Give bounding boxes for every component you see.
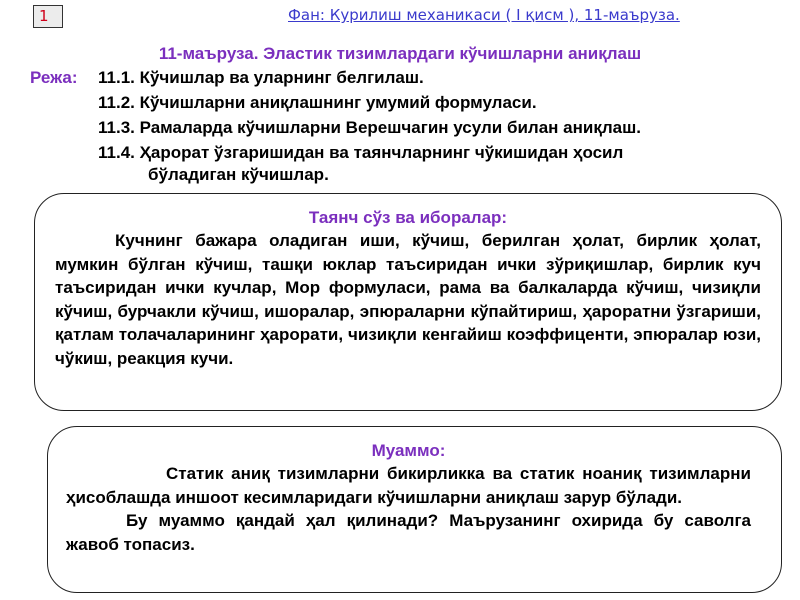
lecture-title: 11-маъруза. Эластик тизимлардаги кўчишларни аниқлаш [158,44,642,63]
keywords-text: Кучнинг бажара оладиган иши, кўчиш, берилган ҳолат, бирлик ҳолат, мумкин бўлган кўчиш, ташқи юклар таъсиридан ички зўриқишлар, бирлик куч таъсиридан ички кучлар, Мор формуласи, рама ва балкаларда кўчиш, чизиқли кўчиш, бурчакли кўчиш, ишоралар, эпюраларни кўпайтириш, ҳароратни ўзгариши, қатлам толачаларининг ҳарорати, чизиқли кенгайиш коэффиценти, эпюралар юзи, чўкиш, реакция кучи. [55,231,761,368]
problem-paragraph: Статик аниқ тизимларни бикирликка ва статик ноаниқ тизимларни ҳисоблашда иншоот кесимларидаги кўчишларни аниқлаш зарур бўлади. [66,464,751,507]
plan-item: 11.4. Ҳарорат ўзгаришидан ва таянчларнинг чўкишидан ҳосил [98,143,624,162]
plan-item: 11.3. Рамаларда кўчишларни Верешчагин усули билан аниқлаш. [98,118,641,137]
problem-title: Муаммо: [371,441,446,460]
plan-label: Режа: [30,68,78,87]
keywords-box [34,193,782,411]
plan-item: бўладиган кўчишлар. [148,165,329,184]
course-title-link[interactable]: Фан: Курилиш механикаси ( I қисм ), 11-маъруза. [288,6,680,24]
problem-box [47,426,782,593]
problem-paragraph: Бу муаммо қандай ҳал қилинади? Маърузанинг охирида бу саволга жавоб топасиз. [66,511,751,554]
keywords-title: Таянч сўз ва иборалар: [308,208,508,227]
plan-item: 11.1. Кўчишлар ва уларнинг белгилаш. [98,68,424,87]
plan-item: 11.2. Кўчишларни аниқлашнинг умумий формуласи. [98,93,537,112]
page-number: 1 [33,5,63,28]
